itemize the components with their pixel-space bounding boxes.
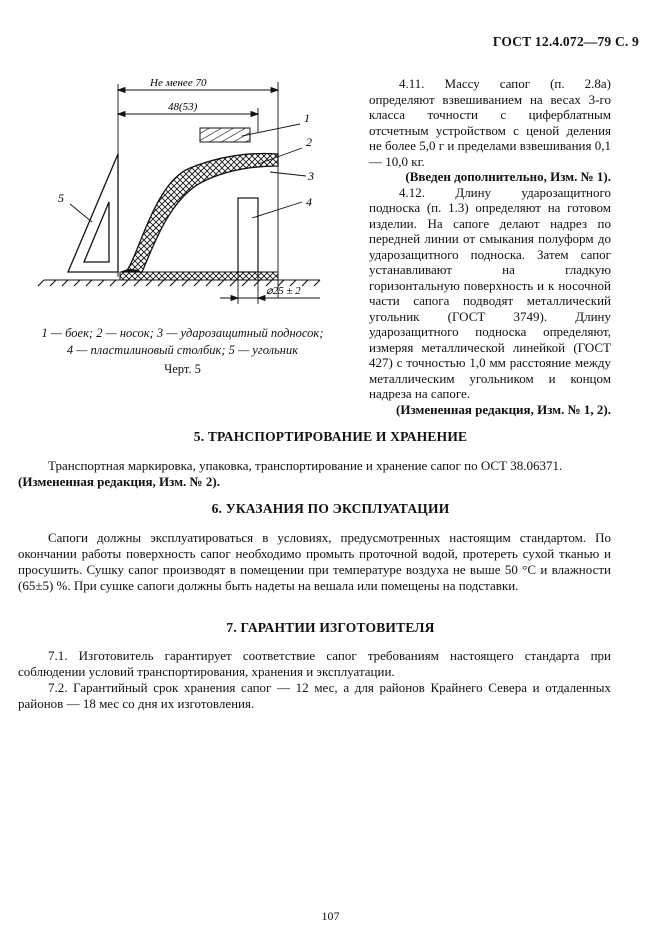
caption-line-2: 4 — пластилиновый столбик; 5 — угольник [66, 343, 299, 357]
section-5-note: (Измененная редакция, Изм. № 2). [18, 474, 220, 489]
label-1: 1 [304, 111, 310, 125]
note-4-11: (Введен дополнительно, Изм. № 1). [405, 169, 611, 184]
dim-inner-label: 48(53) [168, 101, 198, 113]
label-4: 4 [306, 195, 312, 209]
dim-top-label: Не менее 70 [150, 77, 207, 89]
figure-caption [30, 325, 335, 359]
label-2: 2 [306, 135, 312, 149]
figure-chert-5 [30, 72, 330, 317]
section-5-title: 5. ТРАНСПОРТИРОВАНИЕ И ХРАНЕНИЕ [193, 429, 468, 444]
caption-line-1: 1 — боек; 2 — носок; 3 — ударозащитный подносок; [41, 326, 324, 340]
paragraph-4-12: 4.12. Длину ударозащитного подноска (п. 1.3) определяют на готовом изделии. На сапоге делают надрез по передней линии от смыкания полуформ до ударозащитного подноска. Затем сапог устанавливают на гладкую горизонтальную поверхность и к носочной части сапога подводят металлический угольник (ГОСТ 3749). Длину ударозащитного подноска определяют, измеряя металлической линейкой (ГОСТ 427) с точностью 1,0 мм расстояние между металлическим угольником и концом надреза на сапоге. [369, 184, 611, 401]
label-5: 5 [58, 191, 64, 205]
toe-cap-arc [126, 154, 278, 272]
dim-bottom-label: ⌀25 ± 2 [266, 285, 301, 297]
figure-title: Черт. 5 [164, 362, 201, 376]
section-5-body [18, 458, 611, 490]
paragraph-4-11: 4.11. Массу сапог (п. 2.8а) определяют взвешиванием на весах 3-го класса точности с циферблатным отсчетным устройством с ценой деления не более 5,0 г и пределами взвешивания 0,1— 10,0 кг. [369, 76, 611, 169]
note-4-12: (Измененная редакция, Изм. № 1, 2). [396, 401, 611, 417]
section-5-text: Транспортная маркировка, упаковка, транспортирование и хранение сапог по ОСТ 38.06371. [48, 458, 563, 473]
right-column [369, 76, 611, 417]
section-6-body [18, 530, 611, 594]
page-header: ГОСТ 12.4.072—79 С. 9 [492, 34, 639, 49]
plasticine-column [238, 198, 258, 272]
section-6-text: Сапоги должны эксплуатироваться в условиях, предусмотренных настоящим стандартом. По окончании работы поверхность сапог необходимо промыть проточной водой, протереть сухой тканью и просушить. Сушку сапог производят в помещении при температуре воздуха не выше 50 °С и влажности (65±5) %. При сушке сапоги должны быть надеты на вешала или помещены на подставки. [18, 530, 611, 593]
section-6-title: 6. УКАЗАНИЯ ПО ЭКСПЛУАТАЦИИ [211, 501, 450, 516]
paragraph-7-1: 7.1. Изготовитель гарантирует соответствие сапог требованиям настоящего стандарта при соблюдении условий транспортирования, хранения и эксплуатации. [18, 648, 611, 679]
label-3: 3 [308, 169, 314, 183]
striker-block [200, 128, 250, 142]
paragraph-7-2: 7.2. Гарантийный срок хранения сапог — 12 мес, а для районов Крайнего Севера и отдаленных районов — 18 мес со дня их изготовления. [18, 680, 611, 711]
page-number: 107 [321, 909, 340, 923]
sole [120, 272, 278, 280]
angle-square [68, 154, 118, 272]
section-7-body [18, 648, 611, 712]
section-7-title: 7. ГАРАНТИИ ИЗГОТОВИТЕЛЯ [226, 620, 435, 635]
